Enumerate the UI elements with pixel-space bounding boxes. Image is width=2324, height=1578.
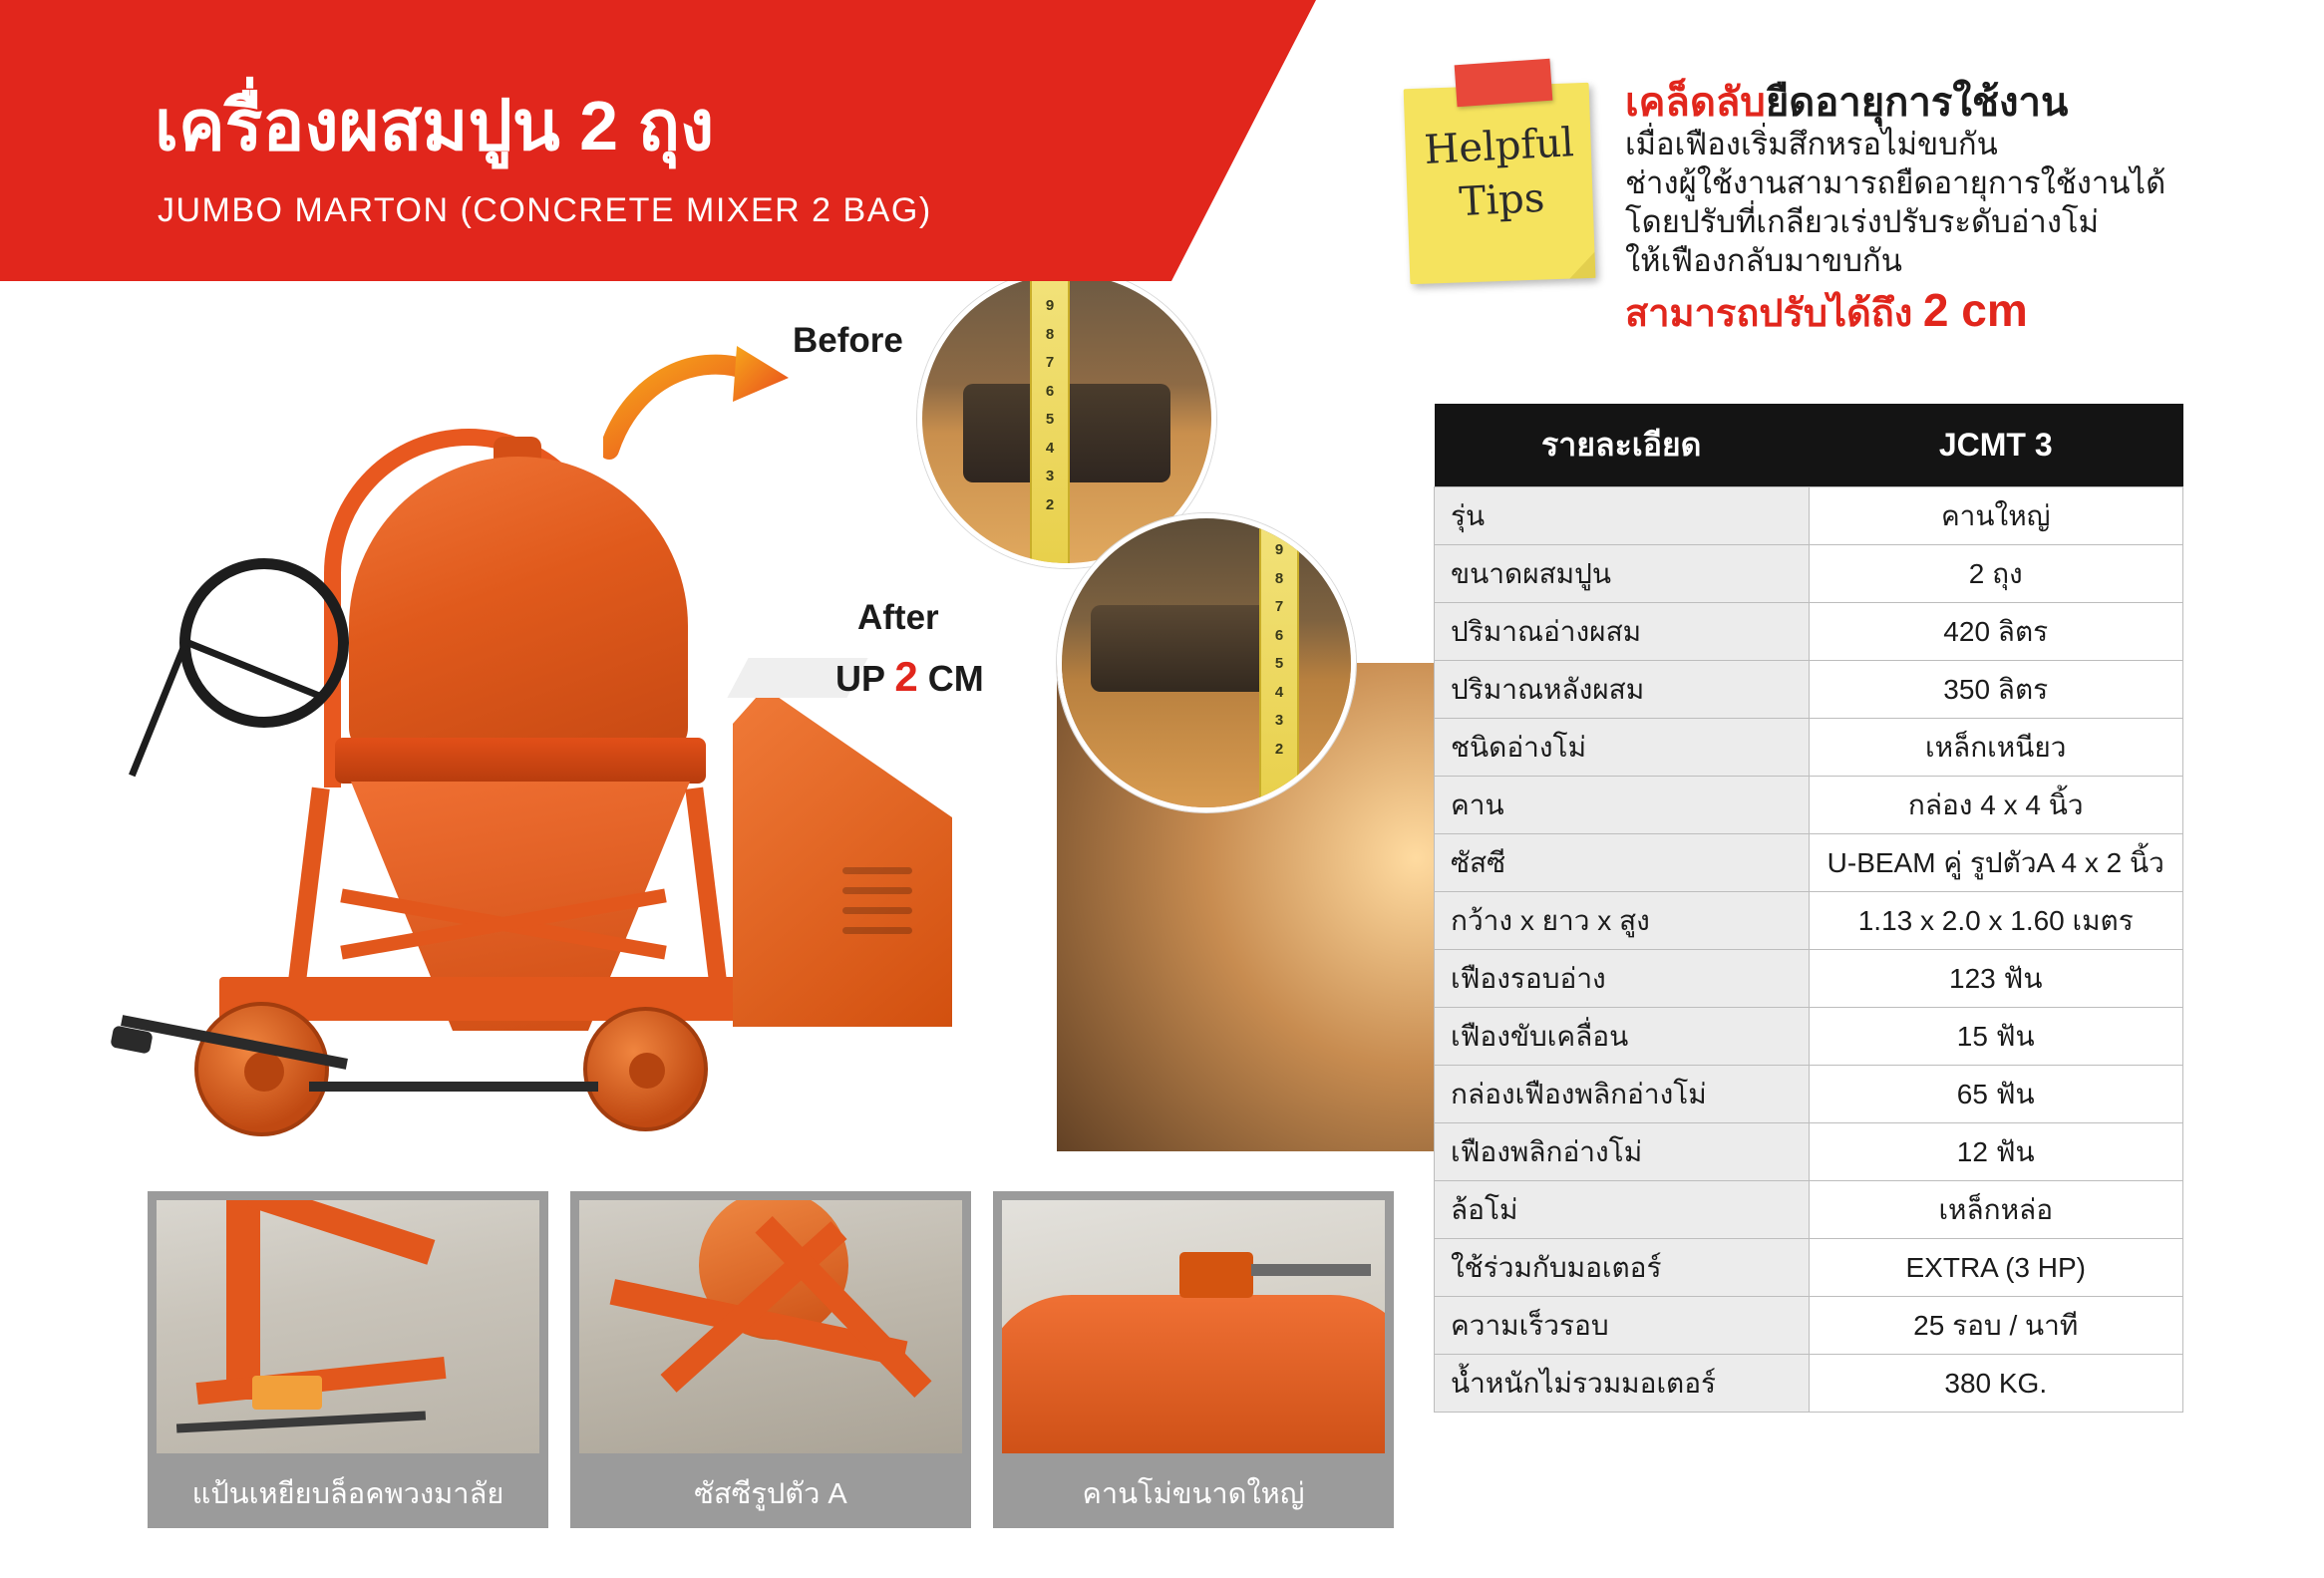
table-row: [1435, 487, 2183, 545]
thumbnail-item[interactable]: [993, 1191, 1394, 1528]
specification-table: [1434, 404, 2183, 1413]
spec-value: 12 ฟัน: [1809, 1123, 2183, 1181]
label-up-prefix: UP: [835, 658, 885, 699]
after-closeup-bubble: [1057, 513, 1356, 812]
spec-key: ขนาดผสมปูน: [1435, 545, 1810, 603]
vent-slot-icon: [842, 887, 912, 894]
frame-bar: [247, 1191, 436, 1265]
vent-slot-icon: [842, 867, 912, 874]
thumbnail-item[interactable]: [570, 1191, 971, 1528]
vent-slot-icon: [842, 907, 912, 914]
table-row: [1435, 1239, 2183, 1297]
table-row: [1435, 661, 2183, 719]
spec-key: ใช้ร่วมกับมอเตอร์: [1435, 1239, 1810, 1297]
thumbnail-caption: คานโม่ขนาดใหญ่: [993, 1462, 1394, 1528]
spec-value: เหล็กหล่อ: [1809, 1181, 2183, 1239]
table-row: [1435, 834, 2183, 892]
table-header-detail: รายละเอียด: [1435, 404, 1810, 487]
spec-value: 15 ฟัน: [1809, 1008, 2183, 1066]
table-row: [1435, 1066, 2183, 1123]
gear-ring-detail: [1091, 605, 1270, 692]
tape-icon: [1455, 59, 1553, 108]
table-row: [1435, 1355, 2183, 1413]
spec-value: 2 ถุง: [1809, 545, 2183, 603]
after-closeup-image: [1062, 518, 1351, 807]
note-fold-corner: [1568, 252, 1595, 279]
thumbnail-image-a-chassis[interactable]: [570, 1191, 971, 1462]
thumbnail-caption: ซัสซีรูปตัว A: [570, 1462, 971, 1528]
sticky-note-text: [1418, 116, 1582, 231]
product-photo-stage: [60, 299, 1376, 1166]
thumbnail-item[interactable]: [148, 1191, 548, 1528]
page-subtitle: JUMBO MARTON (CONCRETE MIXER 2 BAG): [158, 191, 932, 229]
drum-body: [993, 1295, 1394, 1462]
tips-final-value: 2 cm: [1922, 284, 2028, 337]
spec-value: 1.13 x 2.0 x 1.60 เมตร: [1809, 892, 2183, 950]
spec-key: ล้อโม่: [1435, 1181, 1810, 1239]
mixer-leg-right: [685, 788, 728, 998]
thumbnail-caption: แป้นเหยียบล็อคพวงมาลัย: [148, 1462, 548, 1528]
frame-bar: [226, 1200, 260, 1400]
spec-key: ปริมาณหลังผสม: [1435, 661, 1810, 719]
spec-value: 123 ฟัน: [1809, 950, 2183, 1008]
spec-key: น้ำหนักไม่รวมมอเตอร์: [1435, 1355, 1810, 1413]
spec-key: ความเร็วรอบ: [1435, 1297, 1810, 1355]
spec-value: 420 ลิตร: [1809, 603, 2183, 661]
label-up-suffix: CM: [927, 658, 984, 699]
beam-mount: [1179, 1252, 1253, 1298]
spec-value: EXTRA (3 HP): [1809, 1239, 2183, 1297]
spec-key: เฟืองพลิกอ่างโม่: [1435, 1123, 1810, 1181]
mixer-leg-left: [286, 788, 329, 998]
foot-pedal-icon: [252, 1376, 322, 1410]
spec-key: กล่องเฟืองพลิกอ่างโม่: [1435, 1066, 1810, 1123]
spec-key: รุ่น: [1435, 487, 1810, 545]
table-row: [1435, 1123, 2183, 1181]
tips-final: [1625, 284, 2313, 337]
table-row: [1435, 719, 2183, 777]
spec-key: คาน: [1435, 777, 1810, 834]
table-header-row: [1435, 404, 2183, 487]
beam-rod: [1251, 1264, 1371, 1276]
tips-heading-black: ยืดอายุการใช้งาน: [1765, 81, 2069, 125]
spec-value: 65 ฟัน: [1809, 1066, 2183, 1123]
measuring-tape-icon: 9 8 7 6 5 4 3 2: [1259, 518, 1299, 807]
mixer-drum-band: [335, 738, 706, 784]
tips-line: ให้เฟืองกลับมาขบกัน: [1625, 243, 1902, 279]
mixer-wheel-right: [583, 1007, 708, 1131]
table-row: [1435, 603, 2183, 661]
table-row: [1435, 545, 2183, 603]
page-title: เครื่องผสมปูน 2 ถุง: [155, 87, 715, 164]
hand-wheel-icon: [179, 558, 349, 728]
helpful-tips-note: [1401, 62, 1600, 291]
tips-line: โดยปรับที่เกลียวเร่งปรับระดับอ่างโม่: [1625, 204, 2100, 240]
table-row: [1435, 892, 2183, 950]
spec-value: U-BEAM คู่ รูปตัวA 4 x 2 นิ้ว: [1809, 834, 2183, 892]
vent-slot-icon: [842, 927, 912, 934]
measuring-tape-icon: 9 8 7 6 5 4 3 2: [1030, 274, 1070, 563]
table-header-model: JCMT 3: [1809, 404, 2183, 487]
spec-key: ซัสซี: [1435, 834, 1810, 892]
label-after: After: [857, 598, 939, 637]
note-line-1: Helpful: [1423, 120, 1575, 173]
spec-key: เฟืองรอบอ่าง: [1435, 950, 1810, 1008]
spec-key: เฟืองขับเคลื่อน: [1435, 1008, 1810, 1066]
spec-key: กว้าง x ยาว x สูง: [1435, 892, 1810, 950]
spec-value: 25 รอบ / นาที: [1809, 1297, 2183, 1355]
spec-table-body: [1435, 487, 2183, 1413]
thumbnail-image-large-beam[interactable]: [993, 1191, 1394, 1462]
table-row: [1435, 777, 2183, 834]
spec-key: ปริมาณอ่างผสม: [1435, 603, 1810, 661]
thumbnail-gallery: [148, 1191, 1394, 1528]
concrete-mixer-photo: [140, 359, 1037, 1146]
foot-lock-bar: [309, 1082, 598, 1092]
table-row: [1435, 1181, 2183, 1239]
label-up-measurement: [835, 653, 984, 701]
mixer-motor-housing: [733, 688, 952, 1027]
spec-value: 380 KG.: [1809, 1355, 2183, 1413]
tips-heading: [1625, 82, 2313, 125]
tips-block: [1625, 82, 2313, 337]
thumbnail-image-pedal-lock[interactable]: [148, 1191, 548, 1462]
tips-line: เมื่อเฟืองเริ่มสึกหรอไม่ขบกัน: [1625, 127, 1998, 162]
table-row: [1435, 1297, 2183, 1355]
tips-final-text: สามารถปรับได้ถึง: [1625, 293, 1913, 336]
spec-value: เหล็กเหนียว: [1809, 719, 2183, 777]
label-before: Before: [793, 321, 903, 360]
spec-value: 350 ลิตร: [1809, 661, 2183, 719]
tips-heading-red: เคล็ดลับ: [1625, 81, 1766, 125]
lock-rod: [176, 1411, 426, 1432]
tips-line: ช่างผู้ใช้งานสามารถยืดอายุการใช้งานได้: [1625, 165, 2166, 201]
spec-value: กล่อง 4 x 4 นิ้ว: [1809, 777, 2183, 834]
note-line-2: Tips: [1458, 174, 1546, 226]
spec-key: ชนิดอ่างโม่: [1435, 719, 1810, 777]
table-row: [1435, 1008, 2183, 1066]
spec-value: คานใหญ่: [1809, 487, 2183, 545]
table-row: [1435, 950, 2183, 1008]
label-up-value: 2: [894, 653, 918, 700]
mixer-wheel-left: [194, 1002, 329, 1136]
